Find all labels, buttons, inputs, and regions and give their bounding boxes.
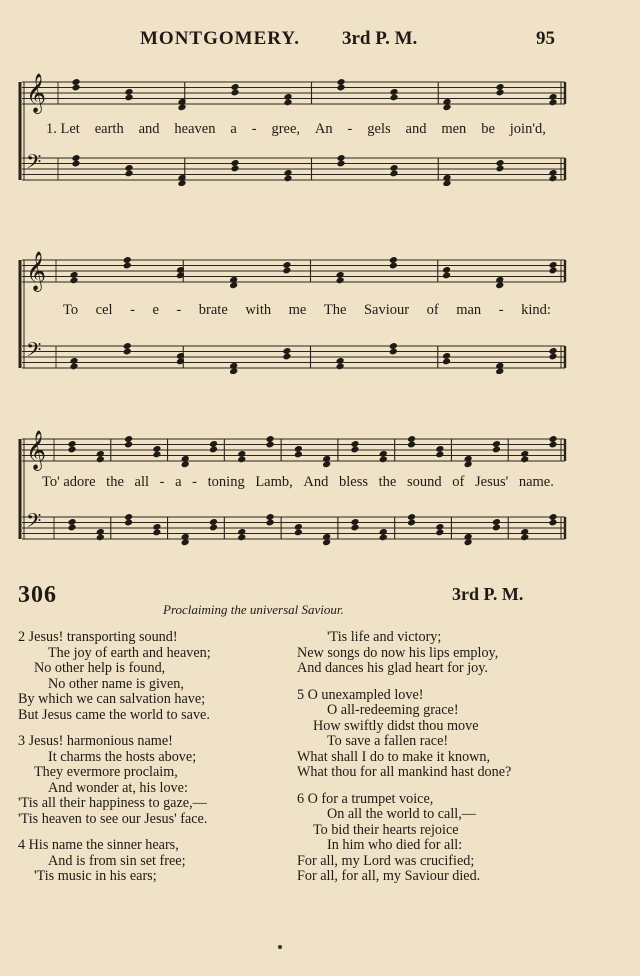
note-head xyxy=(124,169,133,177)
note-head xyxy=(336,84,345,92)
note-head xyxy=(379,533,388,541)
lyric-syllable: of xyxy=(452,474,465,490)
note-head xyxy=(442,357,451,365)
lyric-syllable: cel xyxy=(95,302,113,318)
verse-line: For all, my Lord was crucified; xyxy=(297,852,475,869)
lyric-syllable: kind: xyxy=(521,302,551,318)
verse-line: In him who died for all: xyxy=(327,837,463,853)
note-head xyxy=(548,267,557,275)
tune-name: MONTGOMERY. xyxy=(140,28,301,49)
verse-line: It charms the hosts above; xyxy=(48,748,197,765)
note-head xyxy=(294,450,303,458)
verse xyxy=(297,688,627,781)
note-head xyxy=(548,441,557,449)
note-head xyxy=(407,441,416,449)
lyric-syllable: toning xyxy=(207,474,245,490)
note-head xyxy=(548,98,557,106)
hymn-number: 306 xyxy=(18,582,57,608)
note-head xyxy=(181,538,190,546)
bass-staff xyxy=(22,150,565,186)
lyric-syllable: Saviour xyxy=(363,302,410,318)
note-head xyxy=(282,353,291,361)
lyric-syllable: a xyxy=(175,474,182,490)
verse-line: By which we can salvation have; xyxy=(18,691,206,707)
treble-staff xyxy=(22,430,565,471)
lyric-syllable: e xyxy=(152,302,159,318)
note-head xyxy=(407,519,416,527)
note-head xyxy=(124,93,133,101)
note-head xyxy=(282,267,291,275)
lyric-syllable: gels xyxy=(367,121,391,137)
lyric-syllable: be xyxy=(481,121,495,137)
lyric-syllable: - xyxy=(159,474,165,490)
lyric-syllable: And xyxy=(303,474,329,490)
verse-line: And is from sin set free; xyxy=(48,852,186,869)
note-head xyxy=(71,160,80,168)
note-head xyxy=(96,455,105,463)
note-head xyxy=(495,165,504,173)
note-head xyxy=(495,89,504,97)
verse-line: And wonder at, his love: xyxy=(48,779,188,796)
music-system-3 xyxy=(10,425,570,550)
note-head xyxy=(229,281,238,289)
lyric-line-3 xyxy=(42,474,554,491)
page-header xyxy=(0,28,640,52)
note-head xyxy=(177,103,186,111)
lyric-syllable: earth xyxy=(94,121,124,137)
verse-line: 6 O for a trumpet voice, xyxy=(297,790,434,807)
note-head xyxy=(464,538,473,546)
note-head xyxy=(266,441,275,449)
verses-right-column xyxy=(297,630,627,896)
note-head xyxy=(181,460,190,468)
verse-line: 'Tis life and victory; xyxy=(327,629,442,645)
lyric-syllable: - xyxy=(251,121,257,137)
note-head xyxy=(495,281,504,289)
note-head xyxy=(96,533,105,541)
bass-clef-icon: 𝄢 xyxy=(26,150,42,178)
verse-line: No other name is given, xyxy=(48,675,184,692)
lyric-syllable: the xyxy=(106,474,124,490)
treble-clef-icon: 𝄞 xyxy=(26,73,47,113)
lyric-syllable: Jesus' xyxy=(474,474,509,490)
note-head xyxy=(520,455,529,463)
note-head xyxy=(209,446,218,454)
lyric-syllable: with xyxy=(245,302,272,318)
page-number: 95 xyxy=(536,28,555,49)
note-head xyxy=(123,262,132,270)
note-head xyxy=(379,455,388,463)
verse-line: 2 Jesus! transporting sound! xyxy=(18,629,178,645)
note-head xyxy=(322,538,331,546)
note-head xyxy=(283,174,292,182)
note-head xyxy=(209,524,218,532)
lyric-syllable: The xyxy=(323,302,347,318)
note-head xyxy=(322,460,331,468)
note-head xyxy=(435,528,444,536)
lyric-line-1 xyxy=(46,121,546,138)
verse-line: How swiftly didst thou move xyxy=(313,717,479,734)
note-head xyxy=(548,353,557,361)
lyric-syllable: of xyxy=(426,302,439,318)
lyric-syllable: - xyxy=(176,302,182,318)
verse-line: 3 Jesus! harmonious name! xyxy=(18,733,173,749)
note-head xyxy=(67,446,76,454)
lyric-line-2 xyxy=(63,302,551,319)
bass-clef-icon: 𝄢 xyxy=(26,509,42,537)
lyric-syllable: - xyxy=(130,302,135,318)
lyric-syllable: brate xyxy=(198,302,228,318)
note-head xyxy=(124,519,133,527)
note-head xyxy=(69,276,78,284)
note-head xyxy=(442,271,451,279)
lyric-syllable: and xyxy=(138,121,160,137)
page-dot xyxy=(278,945,282,949)
lyric-syllable: the xyxy=(378,474,397,490)
verse-line: On all the world to call,— xyxy=(327,806,476,822)
verse xyxy=(18,630,288,723)
verse-line: 4 His name the sinner hears, xyxy=(18,837,179,853)
verses-left-column xyxy=(18,630,288,896)
note-head xyxy=(230,89,239,97)
lyric-syllable: all xyxy=(134,474,150,490)
lyric-syllable: and xyxy=(405,121,427,137)
lyric-syllable: heaven xyxy=(174,121,216,137)
music-system-1 xyxy=(10,68,570,186)
lyric-syllable: a xyxy=(230,121,237,137)
lyric-syllable: - xyxy=(347,121,353,137)
tune-meter: 3rd P. M. xyxy=(342,28,418,49)
verse-line: To bid their hearts rejoice xyxy=(313,821,459,838)
note-head xyxy=(230,165,239,173)
verse-line: For all, for all, my Saviour died. xyxy=(297,868,481,884)
note-head xyxy=(520,533,529,541)
note-head xyxy=(336,160,345,168)
note-head xyxy=(548,519,557,527)
note-head xyxy=(152,450,161,458)
bass-clef-icon: 𝄢 xyxy=(26,338,42,366)
lyric-syllable: sound xyxy=(406,474,442,490)
treble-staff xyxy=(22,73,565,114)
lyric-syllable: men xyxy=(441,121,467,137)
verse xyxy=(18,734,288,827)
verse-line: What shall I do to make it known, xyxy=(297,748,491,765)
music-system-2 xyxy=(10,246,570,374)
note-head xyxy=(152,528,161,536)
verse-line: 'Tis all their happiness to gaze,— xyxy=(18,795,207,811)
note-head xyxy=(442,103,451,111)
note-head xyxy=(336,362,345,370)
lyric-syllable: me xyxy=(288,302,307,318)
note-head xyxy=(464,460,473,468)
treble-clef-icon: 𝄞 xyxy=(26,251,47,291)
note-head xyxy=(69,362,78,370)
lyric-syllable: An xyxy=(314,121,333,137)
note-head xyxy=(294,528,303,536)
lyric-syllable: gree, xyxy=(271,121,301,137)
note-head xyxy=(283,98,292,106)
note-head xyxy=(237,533,246,541)
note-head xyxy=(336,276,345,284)
lyric-syllable: man xyxy=(456,302,482,318)
lyric-syllable: join'd, xyxy=(509,121,546,137)
verse-line: They evermore proclaim, xyxy=(34,764,178,780)
lyric-syllable: To' adore xyxy=(42,474,96,490)
lyric-syllable: To xyxy=(63,302,79,318)
note-head xyxy=(389,93,398,101)
hymn-title: Proclaiming the universal Saviour. xyxy=(163,602,344,617)
verse-line: New songs do now his lips employ, xyxy=(297,644,499,661)
verse-line: 'Tis music in his ears; xyxy=(34,868,157,884)
note-head xyxy=(435,450,444,458)
bass-staff xyxy=(22,509,565,546)
lyric-syllable: name. xyxy=(518,474,554,490)
note-head xyxy=(548,174,557,182)
verse xyxy=(297,792,627,885)
note-head xyxy=(124,441,133,449)
note-head xyxy=(237,455,246,463)
verse-line: What thou for all mankind hast done? xyxy=(297,764,512,780)
note-head xyxy=(123,348,132,356)
bass-staff xyxy=(22,338,565,374)
lyric-syllable: bless xyxy=(339,474,369,490)
lyric-syllable: - xyxy=(498,302,504,318)
note-head xyxy=(389,169,398,177)
lyric-syllable: - xyxy=(192,474,198,490)
verse-line: No other help is found, xyxy=(34,660,166,676)
verse-line: To save a fallen race! xyxy=(327,733,449,749)
note-head xyxy=(266,519,275,527)
note-head xyxy=(389,348,398,356)
treble-clef-icon: 𝄞 xyxy=(26,430,47,470)
treble-staff xyxy=(22,251,565,292)
verse xyxy=(18,838,288,885)
note-head xyxy=(492,446,501,454)
verse-line: O all-redeeming grace! xyxy=(327,702,459,718)
note-head xyxy=(71,84,80,92)
verse-line: 'Tis heaven to see our Jesus' face. xyxy=(18,810,208,827)
lyric-syllable: 1. Let xyxy=(46,121,80,137)
verse-line: 5 O unexampled love! xyxy=(297,686,424,703)
verse xyxy=(297,630,627,677)
note-head xyxy=(67,524,76,532)
verse-line: And dances his glad heart for joy. xyxy=(297,660,488,676)
verse-line: The joy of earth and heaven; xyxy=(48,644,211,661)
verse-line: But Jesus came the world to save. xyxy=(18,706,210,723)
note-head xyxy=(389,262,398,270)
note-head xyxy=(350,446,359,454)
hymn-meter: 3rd P. M. xyxy=(452,584,524,604)
note-head xyxy=(492,524,501,532)
lyric-syllable: Lamb, xyxy=(255,474,293,490)
note-head xyxy=(350,524,359,532)
